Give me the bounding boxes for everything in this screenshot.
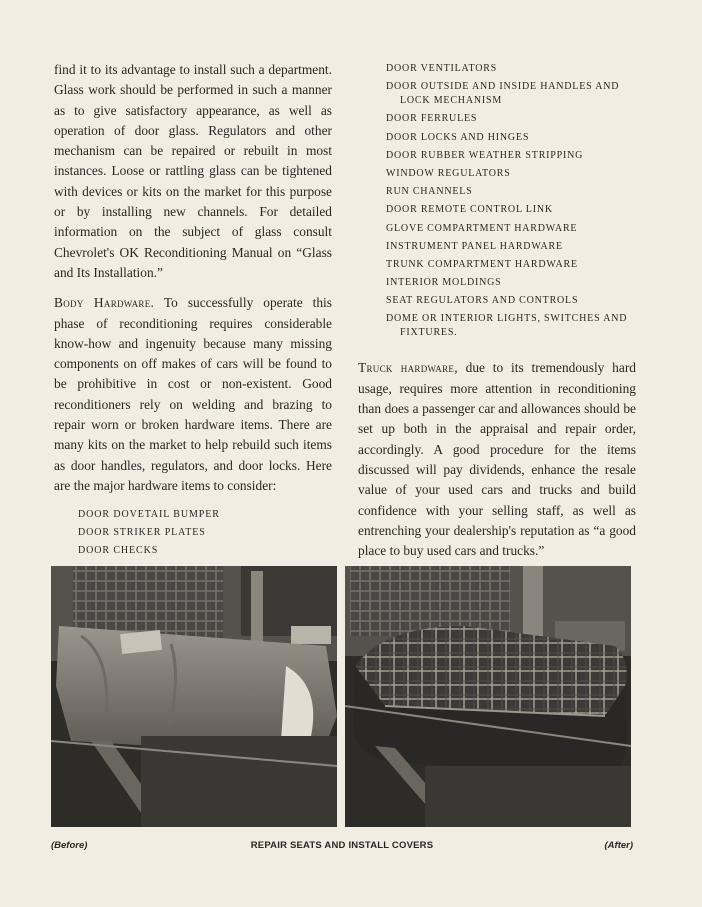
body-hardware-heading: Body Hardware. [54, 295, 155, 311]
truck-hardware-text: due to its tremendously hard usage, requires more attention in reconditioning than does a passenger car and allowances should be set up both in the appraisal and repair order, accordingly. A good procedure for the items discussed will pay dividends, enhance the resale value of your used cars and trucks and build confidence with your selling staff, as well as entrenching your dealership's reputation as “a good place to buy used cars and trucks.” [358, 360, 636, 559]
list-item: DOME OR INTERIOR LIGHTS, SWITCHES AND FIXTURES. [386, 313, 628, 339]
list-item: INSTRUMENT PANEL HARDWARE [386, 240, 563, 252]
hardware-list-right [386, 62, 636, 340]
list-item: GLOVE COMPARTMENT HARDWARE [386, 222, 578, 234]
caption-before: (Before) [51, 840, 88, 851]
list-item: DOOR DOVETAIL BUMPER [78, 509, 220, 521]
left-column [54, 60, 332, 560]
hardware-list-left [78, 506, 332, 560]
caption-title: REPAIR SEATS AND INSTALL COVERS [250, 840, 434, 851]
list-item: WINDOW REGULATORS [386, 167, 511, 179]
list-item: DOOR RUBBER WEATHER STRIPPING [386, 149, 584, 161]
list-item: DOOR STRIKER PLATES [78, 527, 206, 539]
list-item: DOOR CHECKS [78, 545, 159, 557]
list-item: DOOR REMOTE CONTROL LINK [386, 204, 553, 216]
list-item: DOOR VENTILATORS [386, 63, 498, 74]
body-hardware-text: To successfully operate this phase of reconditioning requires considerable know-how and ingenuity because many missing components on off makes of cars will be found to be prohibitive in cost or non-existent. Good reconditioners rely on welding and brazing to repair worn or broken hardware items. There are many kits on the market to help rebuild such items as door handles, regulators, and door locks. Here are the major hardware items to consider: [54, 295, 332, 493]
recovered-seat-image [345, 566, 631, 827]
body-hardware-paragraph [54, 293, 332, 496]
list-item: TRUNK COMPARTMENT HARDWARE [386, 258, 578, 270]
glass-paragraph: find it to its advantage to install such a department. Glass work should be performed in such a manner as to give satisfactory appearance, as well as operation of door glass. Regulators and other mechanism can be repaired or rebuilt in most instances. Loose or rattling glass can be tightened with devices or kits on the market for this purpose or by installing new channels. For detailed information on the subject of glass consult Chevrolet's OK Reconditioning Manual on “Glass and Its Installation.” [54, 62, 332, 280]
after-photo [345, 566, 631, 827]
list-item: DOOR OUTSIDE AND INSIDE HANDLES AND LOCK MECHANISM [386, 81, 620, 107]
caption-after: (After) [604, 840, 633, 851]
before-photo [51, 566, 337, 827]
list-item: DOOR FERRULES [386, 113, 478, 125]
list-item: RUN CHANNELS [386, 186, 473, 198]
truck-hardware-heading: Truck hardware, [358, 360, 458, 376]
worn-seat-image [51, 566, 337, 827]
right-column [358, 62, 636, 561]
list-item: DOOR LOCKS AND HINGES [386, 131, 530, 143]
list-item: INTERIOR MOLDINGS [386, 277, 502, 289]
truck-hardware-paragraph [358, 358, 636, 561]
list-item: SEAT REGULATORS AND CONTROLS [386, 295, 579, 307]
